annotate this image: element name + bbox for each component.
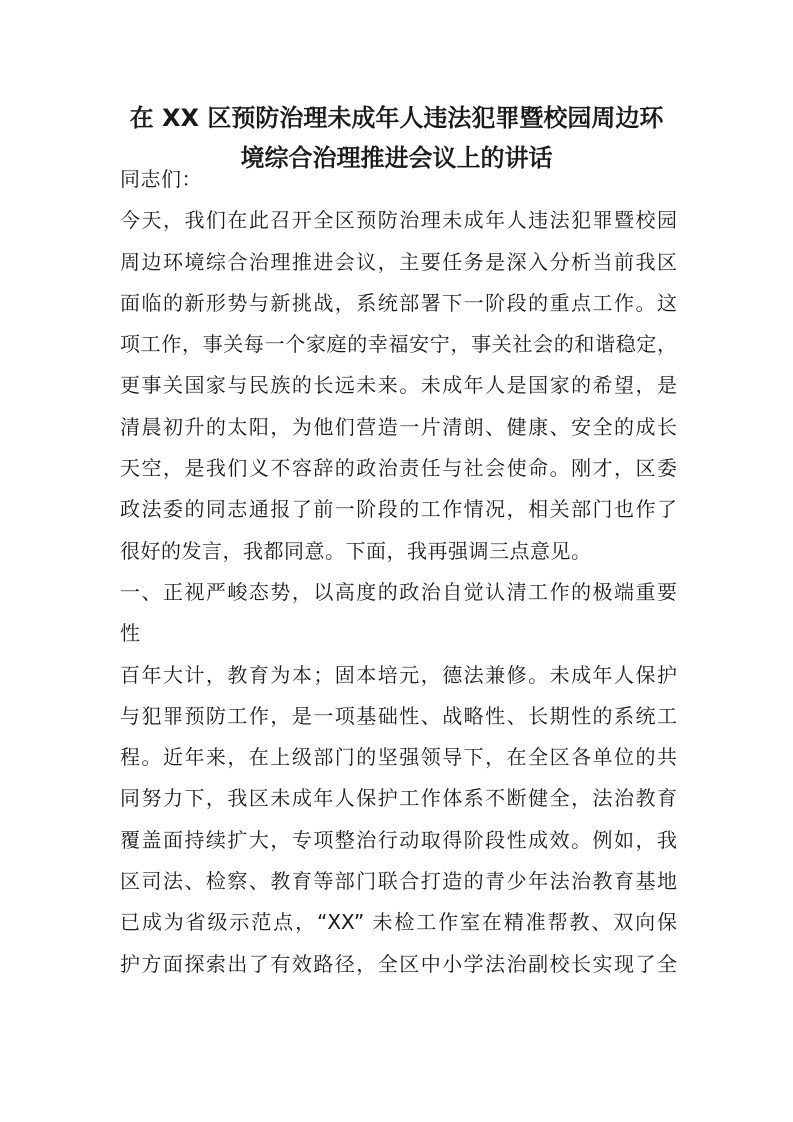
- body-text-line: 项工作，事关每一个家庭的幸福安宁，事关社会的和谐稳定，: [120, 332, 677, 357]
- body-text-line: 同志们：: [120, 167, 202, 191]
- body-text-line: 天空，是我们义不容辞的政治责任与社会使命。刚才，区委: [120, 456, 677, 481]
- body-text-line: 很好的发言，我都同意。下面，我再强调三点意见。: [120, 538, 592, 563]
- body-text-line: 已成为省级示范点，“XX” 未检工作室在精准帮教、双向保: [120, 910, 677, 935]
- body-text-line: 护方面探索出了有效路径，全区中小学法治副校长实现了全: [120, 951, 677, 976]
- body-text-line: 政法委的同志通报了前一阶段的工作情况，相关部门也作了: [120, 497, 677, 522]
- document-title-line-1: 在 XX 区预防治理未成年人违法犯罪暨校园周边环: [129, 104, 664, 132]
- body-text-line: 更事关国家与民族的长远未来。未成年人是国家的希望，是: [120, 373, 677, 398]
- body-text-line: 同努力下，我区未成年人保护工作体系不断健全，法治教育: [120, 786, 677, 811]
- body-text-line: 百年大计，教育为本；固本培元，德法兼修。未成年人保护: [120, 662, 677, 687]
- document-title-line-2: 境综合治理推进会议上的讲话: [240, 144, 553, 172]
- body-text-line: 周边环境综合治理推进会议，主要任务是深入分析当前我区: [120, 249, 677, 274]
- body-text-line: 性: [120, 621, 141, 646]
- body-text-line: 程。近年来，在上级部门的坚强领导下，在全区各单位的共: [120, 745, 677, 770]
- body-text-line: 清晨初升的太阳，为他们营造一片清朗、健康、安全的成长: [120, 414, 677, 439]
- body-text-line: 区司法、检察、教育等部门联合打造的青少年法治教育基地: [120, 869, 677, 894]
- body-text-line: 覆盖面持续扩大，专项整治行动取得阶段性成效。例如，我: [120, 827, 677, 852]
- document-body: [120, 159, 677, 985]
- body-text-line: 今天，我们在此召开全区预防治理未成年人违法犯罪暨校园: [120, 208, 677, 233]
- body-text-line: 与犯罪预防工作，是一项基础性、战略性、长期性的系统工: [120, 703, 677, 728]
- body-text-line: 一、正视严峻态势，以高度的政治自觉认清工作的极端重要: [120, 579, 677, 604]
- body-text-line: 面临的新形势与新挑战，系统部署下一阶段的重点工作。这: [120, 290, 677, 315]
